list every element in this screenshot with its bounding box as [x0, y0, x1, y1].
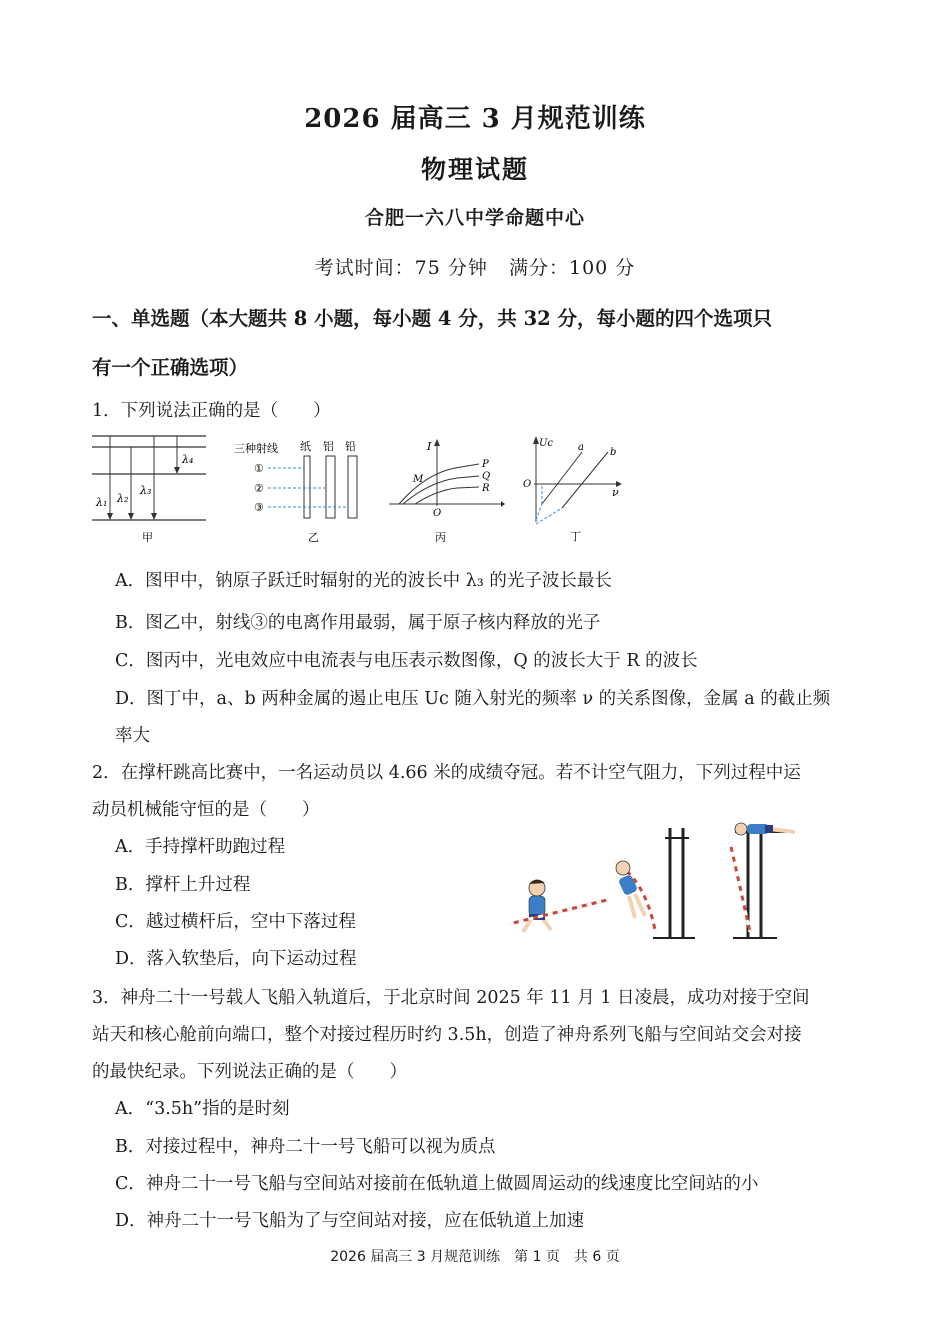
exam-info: 考试时间：75 分钟 满分：100 分	[314, 257, 636, 279]
q2-option-c: C．越过横杆后，空中下落过程	[115, 912, 356, 932]
pole-vault-illustration	[495, 820, 805, 945]
q2-stem-line2: 动员机械能守恒的是（ ）	[92, 800, 320, 820]
yi-header-rays: 三种射线	[234, 442, 278, 455]
bing-label-q: Q	[482, 471, 491, 482]
q1-figure-yi	[232, 434, 372, 546]
yi-caption: 乙	[308, 531, 319, 544]
bing-caption: 丙	[435, 531, 446, 544]
ding-label-o: O	[523, 479, 532, 490]
section-heading-line2: 有一个正确选项）	[92, 356, 249, 379]
ding-label-a: a	[578, 442, 584, 453]
q1-figure-bing	[385, 434, 505, 546]
subject-title: 物理试题	[420, 155, 529, 184]
q2-stem-line1: 2．在撑杆跳高比赛中，一名运动员以 4.66 米的成绩夺冠。若不计空气阻力，下列过程中运	[92, 763, 801, 783]
q1-option-d-line1: D．图丁中，a、b 两种金属的遏止电压 Uc 随入射光的频率 ν 的关系图像，金属 a 的截止频	[115, 689, 831, 709]
q3-stem-line2: 站天和核心舱前向端口，整个对接过程历时约 3.5h，创造了神舟系列飞船与空间站交会对接	[92, 1025, 802, 1045]
yi-header-aluminum: 铝	[323, 440, 334, 453]
q1-option-a: A．图甲中，钠原子跃迁时辐射的光的波长中 λ₃ 的光子波长最长	[115, 571, 612, 591]
ding-label-nu: ν	[612, 486, 619, 499]
bing-label-r: R	[482, 483, 490, 494]
jia-label-l2: λ₂	[117, 492, 129, 505]
q3-stem-line1: 3．神舟二十一号载人飞船入轨道后，于北京时间 2025 年 11 月 1 日凌晨，成功对接于空间	[92, 988, 810, 1008]
section-heading-line1: 一、单选题（本大题共 8 小题，每小题 4 分，共 32 分，每小题的四个选项只	[92, 307, 773, 330]
q1-option-c: C．图丙中，光电效应中电流表与电压表示数图像，Q 的波长大于 R 的波长	[115, 651, 698, 671]
q3-stem-line3: 的最快纪录。下列说法正确的是（ ）	[92, 1062, 407, 1082]
exam-title: 2026 届高三 3 月规范训练	[304, 104, 646, 134]
q3-option-a: A．“3.5h”指的是时刻	[115, 1099, 290, 1119]
page-footer: 2026 届高三 3 月规范训练 第 1 页 共 6 页	[330, 1249, 620, 1265]
jia-label-l3: λ₃	[140, 484, 152, 497]
q1-figure-ding	[518, 432, 628, 546]
author-line: 合肥一六八中学命题中心	[364, 207, 585, 229]
ding-label-uc: Uc	[539, 438, 554, 449]
bing-label-i: I	[427, 440, 432, 453]
q2-option-a: A．手持撑杆助跑过程	[115, 837, 286, 857]
bing-label-o: O	[433, 508, 442, 519]
q1-option-b: B．图乙中，射线③的电离作用最弱，属于原子核内释放的光子	[115, 613, 601, 633]
q2-option-d: D．落入软垫后，向下运动过程	[115, 949, 357, 969]
yi-ray-2: ②	[254, 482, 264, 495]
q1-option-d-line2: 率大	[115, 726, 150, 746]
yi-header-paper: 纸	[300, 440, 311, 453]
ding-label-b: b	[610, 447, 617, 458]
yi-header-lead: 铅	[345, 440, 356, 453]
yi-ray-3: ③	[254, 501, 264, 514]
bing-label-p: P	[482, 459, 489, 470]
jia-label-l1: λ₁	[96, 496, 108, 509]
q3-option-d: D．神舟二十一号飞船为了与空间站对接，应在低轨道上加速	[115, 1211, 585, 1231]
q3-option-b: B．对接过程中，神舟二十一号飞船可以视为质点	[115, 1137, 496, 1157]
jia-caption: 甲	[142, 531, 153, 544]
yi-ray-1: ①	[254, 462, 264, 475]
q2-option-b: B．撑杆上升过程	[115, 875, 251, 895]
ding-caption: 丁	[570, 530, 581, 543]
q1-figure-jia	[90, 430, 210, 545]
q1-stem: 1．下列说法正确的是（ ）	[92, 401, 331, 421]
q3-option-c: C．神舟二十一号飞船与空间站对接前在低轨道上做圆周运动的线速度比空间站的小	[115, 1174, 759, 1194]
jia-label-l4: λ₄	[182, 453, 194, 466]
bing-label-m: M	[413, 474, 424, 485]
